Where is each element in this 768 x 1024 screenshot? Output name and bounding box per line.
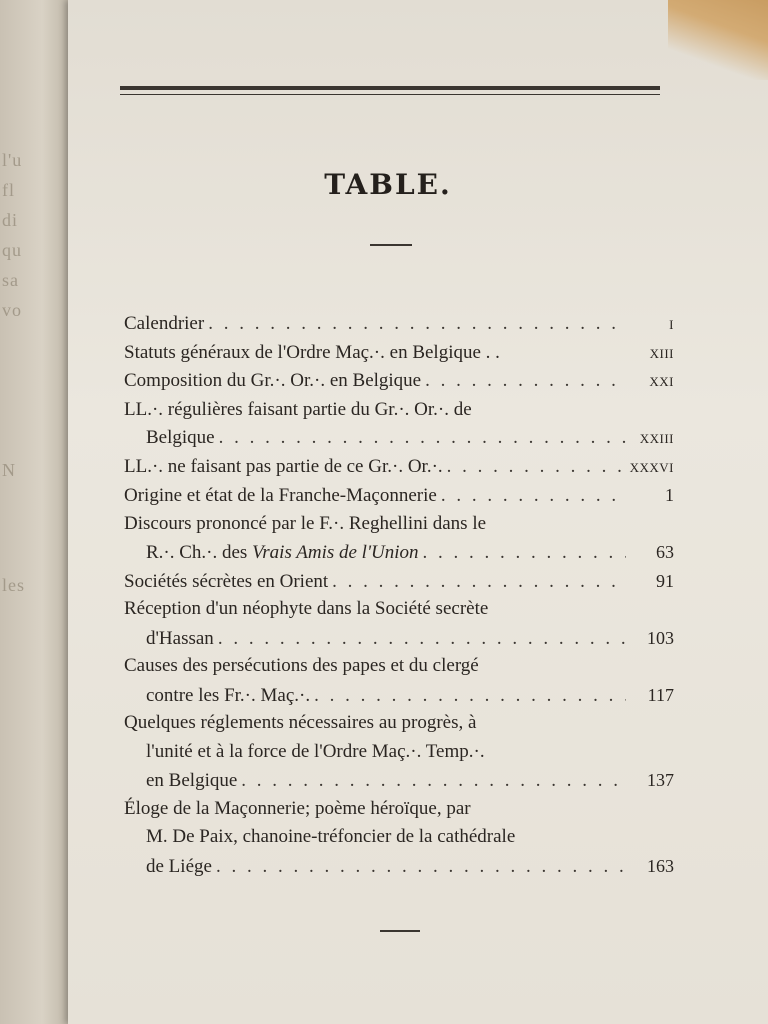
toc-entry bbox=[124, 795, 674, 881]
leader-dots bbox=[215, 424, 626, 453]
footer-divider bbox=[380, 930, 420, 932]
book-page bbox=[68, 0, 768, 1024]
toc-entry bbox=[124, 567, 674, 596]
entry-title-continued: d'Hassan bbox=[146, 627, 214, 649]
entry-title: LL.·. régulières faisant partie du Gr.·. Or.·. de bbox=[124, 398, 472, 420]
entry-title: Réception d'un néophyte dans la Société secrète bbox=[124, 598, 489, 619]
leader-dots bbox=[437, 482, 626, 510]
chapter-prefix: R.·. Ch.·. des bbox=[146, 542, 253, 563]
toc-entry bbox=[124, 310, 674, 339]
table-of-contents bbox=[124, 310, 674, 880]
entry-title: Causes des persécutions des papes et du clergé bbox=[124, 655, 479, 676]
entry-title: Sociétés sécrètes en Orient bbox=[124, 570, 329, 592]
entry-title: Composition du Gr.·. Or.·. en Belgique bbox=[124, 370, 422, 391]
ghost-text: l'u bbox=[2, 150, 23, 170]
entry-title: Discours prononcé par le F.·. Reghellini dans le bbox=[124, 512, 487, 534]
leader-dots bbox=[421, 367, 626, 396]
page-number: 103 bbox=[647, 627, 674, 648]
page-number: 137 bbox=[647, 770, 674, 790]
page-title: TABLE. bbox=[324, 168, 452, 201]
entry-title: Statuts généraux de l'Ordre Maç.·. en Belgique . . bbox=[124, 341, 500, 363]
entry-title: Éloge de la Maçonnerie; poème héroïque, par bbox=[124, 797, 471, 819]
title-divider bbox=[370, 244, 412, 246]
header-rule bbox=[120, 86, 660, 90]
page-number: XXI bbox=[649, 374, 674, 389]
page-number: 91 bbox=[656, 570, 674, 591]
ghost-text: fl bbox=[2, 180, 15, 200]
leader-dots bbox=[214, 625, 626, 653]
entry-title-continued: de Liége bbox=[146, 855, 212, 877]
page-number: 1 bbox=[665, 485, 674, 505]
leader-dots bbox=[237, 767, 626, 795]
page-number: I bbox=[669, 317, 674, 332]
toc-entry bbox=[124, 510, 674, 567]
toc-entry bbox=[124, 709, 674, 795]
facing-page-edge bbox=[0, 0, 70, 1024]
leader-dots bbox=[443, 453, 626, 482]
page-number: 63 bbox=[656, 542, 674, 562]
toc-entry bbox=[124, 481, 674, 510]
entry-title-continued: en Belgique bbox=[146, 770, 238, 791]
header-rule-thin bbox=[120, 94, 660, 95]
page-number: XIII bbox=[649, 345, 674, 361]
entry-title-continued: l'unité et à la force de l'Ordre Maç.·. Temp.·. bbox=[146, 740, 485, 762]
toc-entry bbox=[124, 339, 674, 368]
page-number: 163 bbox=[647, 855, 674, 876]
toc-entry bbox=[124, 453, 674, 482]
entry-title: Calendrier bbox=[124, 313, 205, 334]
toc-entry bbox=[124, 595, 674, 652]
leader-dots bbox=[328, 568, 626, 596]
entry-title: Origine et état de la Franche-Maçonnerie bbox=[124, 485, 437, 506]
ghost-text: les bbox=[2, 575, 25, 595]
entry-title-continued: M. De Paix, chanoine-tréfoncier de la cathédrale bbox=[146, 826, 516, 847]
ghost-text: qu bbox=[2, 240, 22, 260]
toc-entry bbox=[124, 367, 674, 396]
entry-title: LL.·. ne faisant pas partie de ce Gr.·. Or.·. bbox=[124, 455, 443, 477]
leader-dots bbox=[204, 310, 626, 339]
toc-entry bbox=[124, 652, 674, 709]
page-number: 117 bbox=[647, 684, 674, 705]
lodge-name: Vrais Amis de l'Union bbox=[252, 542, 419, 563]
ghost-text: sa bbox=[2, 270, 19, 290]
page-number: XXIII bbox=[639, 431, 674, 446]
entry-title-continued: Belgique bbox=[146, 427, 215, 448]
leader-dots bbox=[310, 682, 626, 710]
entry-title-continued: contre les Fr.·. Maç.·. bbox=[146, 684, 311, 706]
toc-entry bbox=[124, 396, 674, 453]
page-corner-stain bbox=[668, 0, 768, 80]
ghost-text: di bbox=[2, 210, 19, 230]
leader-dots bbox=[212, 853, 626, 881]
ghost-text: vo bbox=[2, 300, 22, 320]
leader-dots bbox=[419, 539, 626, 567]
page-number: XXXVI bbox=[629, 459, 674, 475]
ghost-text: N bbox=[2, 460, 16, 480]
entry-title: Quelques réglements nécessaires au progrès, à bbox=[124, 712, 477, 733]
entry-title-continued bbox=[146, 539, 419, 567]
